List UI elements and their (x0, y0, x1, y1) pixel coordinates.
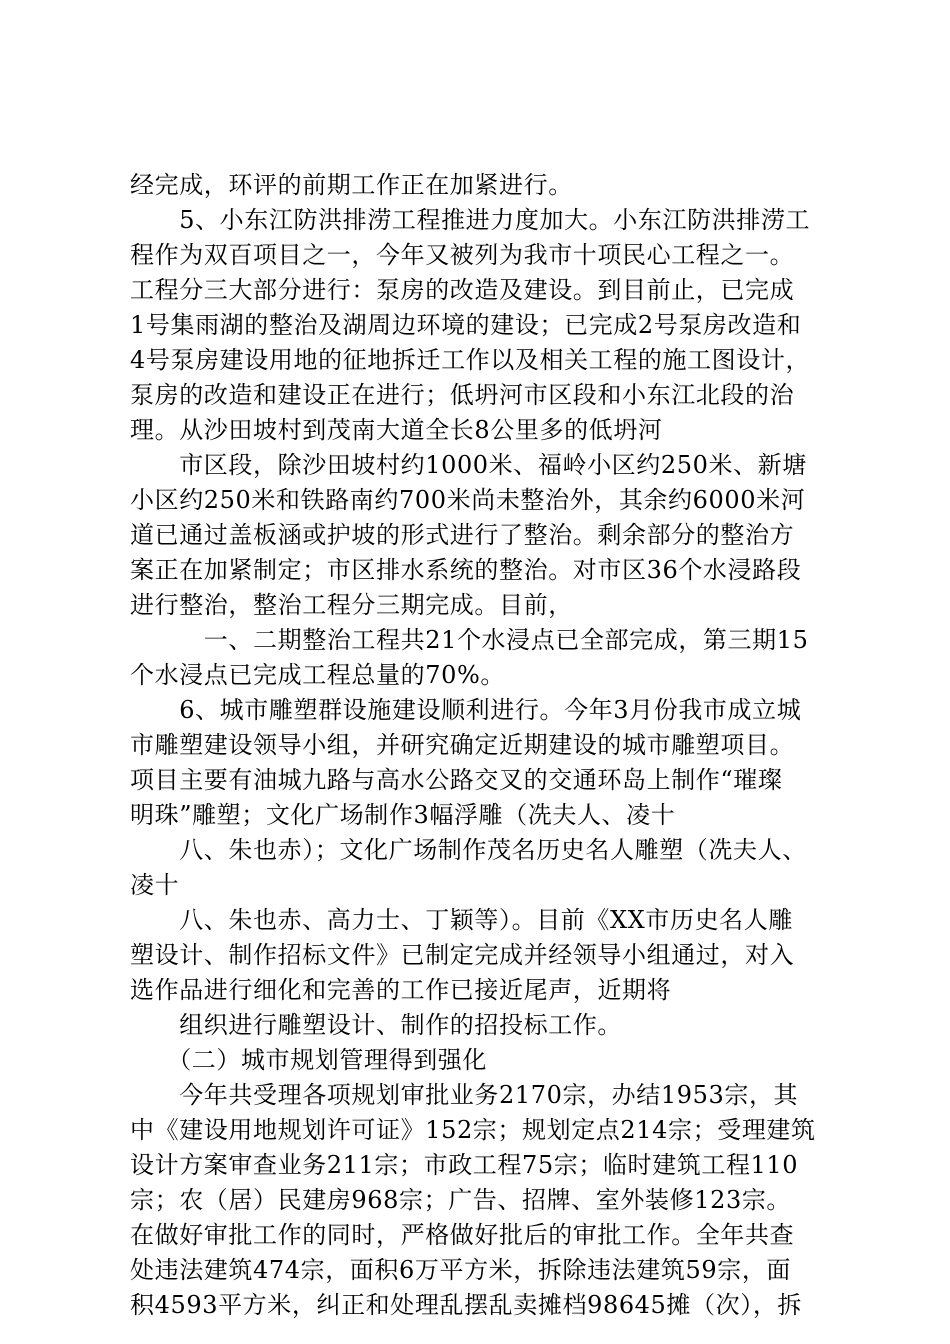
text-line: 理。从沙田坡村到茂南大道全长8公里多的低坍河 (130, 416, 663, 444)
text-line: 进行整治，整治工程分三期完成。目前， (130, 591, 573, 619)
text-line: 程作为双百项目之一，今年又被列为我市十项民心工程之一。 (130, 241, 795, 269)
text-line: 积4593平方米，纠正和处理乱摆乱卖摊档98645摊（次），拆 (130, 1291, 803, 1319)
text-line: 道已通过盖板涵或护坡的形式进行了整治。剩余部分的整治方 (130, 521, 795, 549)
text-line: 经完成，环评的前期工作正在加紧进行。 (130, 171, 573, 199)
text-line: 凌十 (130, 871, 180, 899)
text-line: 在做好审批工作的同时，严格做好批后的审批工作。全年共查 (130, 1221, 795, 1249)
text-line: 工程分三大部分进行：泵房的改造及建设。到目前止，已完成 (130, 276, 795, 304)
text-line: 明珠”雕塑；文化广场制作3幅浮雕（冼夫人、凌十 (130, 801, 676, 829)
text-line: 今年共受理各项规划审批业务2170宗，办结1953宗，其 (130, 1081, 799, 1109)
text-line: 组织进行雕塑设计、制作的招投标工作。 (130, 1011, 622, 1039)
text-line: 6、城市雕塑群设施建设顺利进行。今年3月份我市成立城 (130, 696, 802, 724)
text-line: 八、朱也赤、高力士、丁颖等）。目前《XX市历史名人雕 (130, 906, 793, 934)
text-line: 宗；农（居）民建房968宗；广告、招牌、室外装修123宗。 (130, 1186, 792, 1214)
text-line: 塑设计、制作招标文件》已制定完成并经领导小组通过，对入 (130, 941, 795, 969)
text-line: 设计方案审查业务211宗；市政工程75宗；临时建筑工程110 (130, 1151, 799, 1179)
text-line: 5、小东江防洪排涝工程推进力度加大。小东江防洪排涝工 (130, 206, 811, 234)
text-line: 处违法建筑474宗，面积6万平方米，拆除违法建筑59宗，面 (130, 1256, 792, 1284)
text-line: 4号泵房建设用地的征地拆迁工作以及相关工程的施工图设计， (130, 346, 811, 374)
text-line: 中《建设用地规划许可证》152宗；规划定点214宗；受理建筑 (130, 1116, 816, 1144)
text-line: 市区段，除沙田坡村约1000米、福岭小区约250米、新塘 (130, 451, 807, 479)
text-line: 选作品进行细化和完善的工作已接近尾声，近期将 (130, 976, 672, 1004)
text-line: 泵房的改造和建设正在进行；低坍河市区段和小东江北段的治 (130, 381, 795, 409)
text-line: 八、朱也赤）；文化广场制作茂名历史名人雕塑（冼夫人、 (130, 836, 807, 864)
text-line: 个水浸点已完成工程总量的70%。 (130, 661, 505, 689)
text-line: 案正在加紧制定；市区排水系统的整治。对市区36个水浸路段 (130, 556, 802, 584)
text-line: 市雕塑建设领导小组，并研究确定近期建设的城市雕塑项目。 (130, 731, 795, 759)
text-line: 项目主要有油城九路与高水公路交叉的交通环岛上制作“璀璨 (130, 766, 783, 794)
text-line: 一、二期整治工程共21个水浸点已全部完成，第三期15 (130, 626, 809, 654)
text-line: 1号集雨湖的整治及湖周边环境的建设；已完成2号泵房改造和 (130, 311, 802, 339)
text-line: （二）城市规划管理得到强化 (130, 1046, 487, 1074)
text-line: 小区约250米和铁路南约700米尚未整治外，其余约6000米河 (130, 486, 806, 514)
